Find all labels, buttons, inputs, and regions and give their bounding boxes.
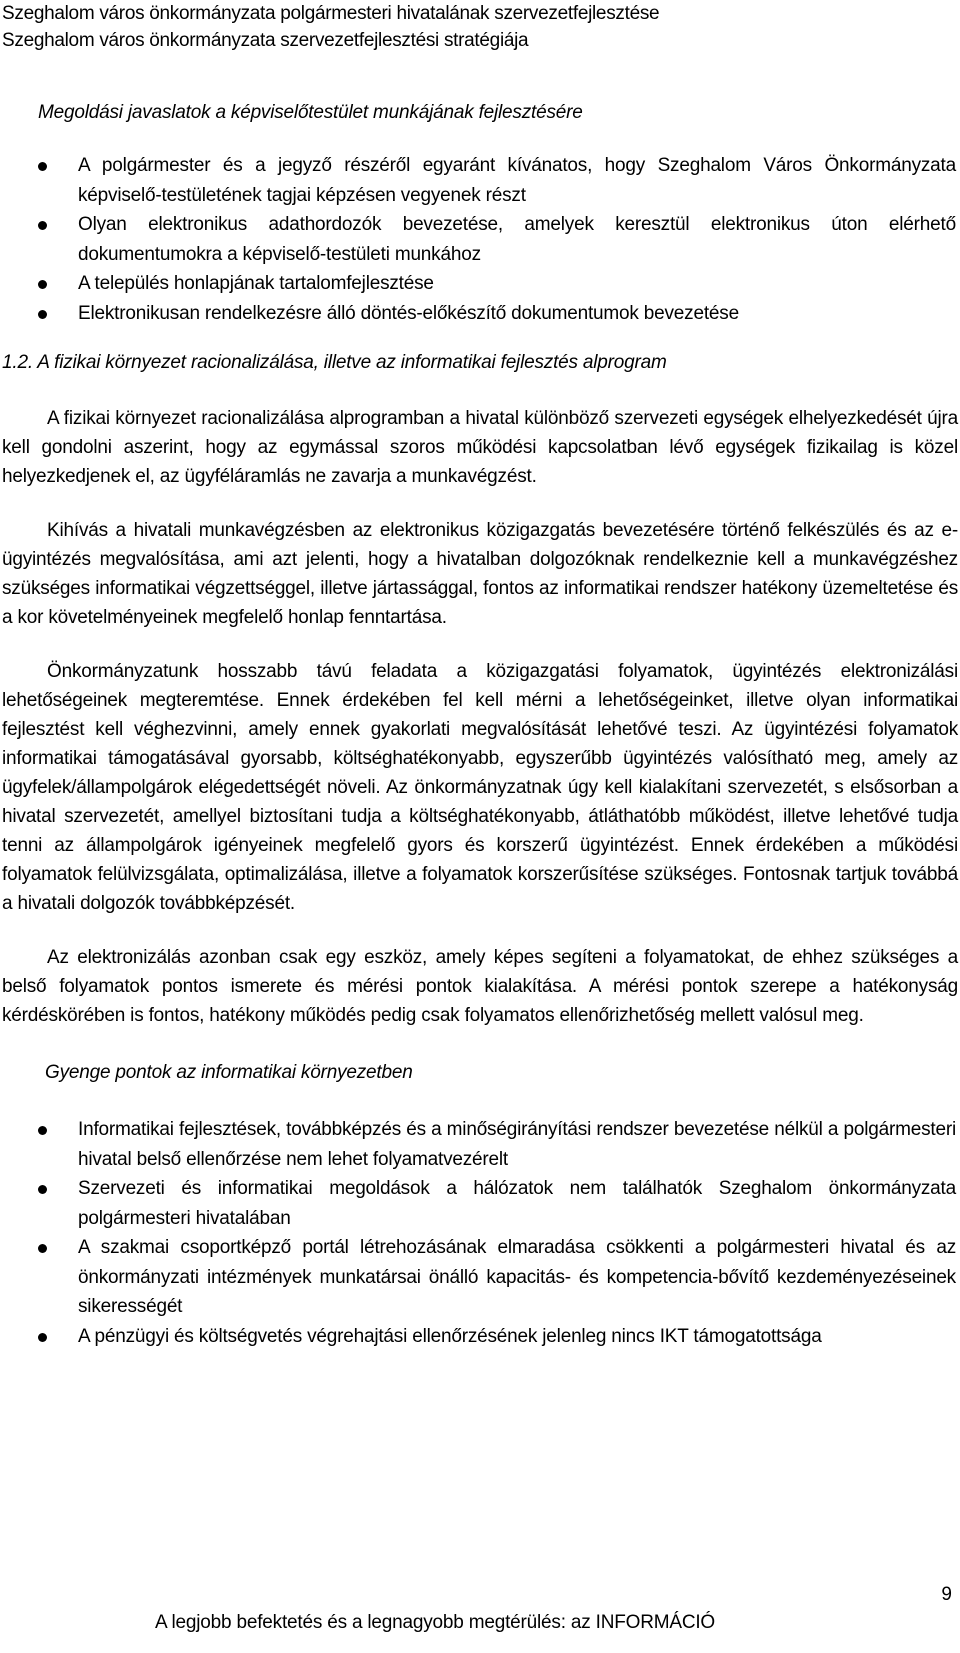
header-line-2: Szeghalom város önkormányzata szervezetfejlesztési stratégiája xyxy=(2,30,529,51)
bullet-icon xyxy=(38,280,47,289)
list-item xyxy=(0,210,960,269)
section-title: 1.2. A fizikai környezet racionalizálása, illetve az informatikai fejlesztés alprogram xyxy=(2,352,667,373)
list-item xyxy=(0,1115,960,1174)
bullet-icon xyxy=(38,162,47,171)
list-item-text: A település honlapjának tartalomfejlesztése xyxy=(78,273,434,294)
list-item xyxy=(0,1174,960,1233)
bullet-icon xyxy=(38,221,47,230)
page-number: 9 xyxy=(941,1584,952,1605)
list-item-text: A szakmai csoportképző portál létrehozásának elmaradása csökkenti a polgármesteri hivatal és az önkormányzati intézmények munkatársai önálló kapacitás- és kompetencia-bővítő kezdeményezéseinek sikerességét xyxy=(78,1237,956,1317)
list-item-text: Szervezeti és informatikai megoldások a hálózatok nem találhatók Szeghalom önkormányzata polgármesteri hivatalában xyxy=(78,1178,956,1229)
bullet-icon xyxy=(38,1185,47,1194)
list-item-text: A pénzügyi és költségvetés végrehajtási ellenőrzésének jelenleg nincs IKT támogatottsága xyxy=(78,1325,822,1347)
bullet-icon xyxy=(38,1244,47,1253)
bullet-icon xyxy=(38,310,47,319)
list-item xyxy=(0,299,960,329)
footer-text: A legjobb befektetés és a legnagyobb megtérülés: az INFORMÁCIÓ xyxy=(155,1612,716,1633)
list-item-text: Informatikai fejlesztések, továbbképzés és a minőségirányítási rendszer bevezetése nélkül a polgármesteri hivatal belső ellenőrzése nem lehet folyamatvezérelt xyxy=(78,1119,956,1170)
list-item-text: A polgármester és a jegyző részéről egyaránt kívánatos, hogy Szeghalom Város Önkormányzata képviselő-testületének tagjai képzésen vegyenek részt xyxy=(78,155,956,206)
header-line-1: Szeghalom város önkormányzata polgármesteri hivatalának szervezetfejlesztése xyxy=(2,3,660,24)
proposals-heading: Megoldási javaslatok a képviselőtestület munkájának fejlesztésére xyxy=(38,102,583,123)
list-item-text: Elektronikusan rendelkezésre álló döntés-előkészítő dokumentumok bevezetése xyxy=(78,302,739,324)
bullet-icon xyxy=(38,1126,47,1135)
weaknesses-list xyxy=(0,1115,960,1351)
bullet-icon xyxy=(38,1333,47,1342)
list-item-text: Olyan elektronikus adathordozók bevezetése, amelyek keresztül elektronikus úton elérhető dokumentumokra a képviselő-testületi munkához xyxy=(78,214,956,265)
page-header xyxy=(2,0,659,54)
list-item xyxy=(0,269,960,299)
list-item xyxy=(0,151,960,210)
paragraph: A fizikai környezet racionalizálása alprogramban a hivatal különböző szervezeti egységek elhelyezkedését újra kell gondolni aszerint, hogy az egymással szoros működési kapcsolatban lévő egységek fizikailag is közel helyezkedjenek el, az ügyféláramlás ne zavarja a munkavégzést. xyxy=(2,408,958,487)
paragraph: Kihívás a hivatali munkavégzésben az elektronikus közigazgatás bevezetésére történő felkészülés és az e-ügyintézés megvalósítása, ami azt jelenti, hogy a hivatalban dolgozóknak rendelkeznie kell a munkavégzéshez szükséges informatikai végzettséggel, illetve jártassággal, fontos az informatikai rendszer hatékony üzemeltetése és a kor követelményeinek megfelelő honlap fenntartása. xyxy=(2,520,958,628)
list-item xyxy=(0,1233,960,1322)
weaknesses-heading: Gyenge pontok az informatikai környezetben xyxy=(45,1062,413,1083)
page-content xyxy=(0,98,960,1351)
paragraph: Önkormányzatunk hosszabb távú feladata a közigazgatási folyamatok, ügyintézés elektronizálási lehetőségeinek megteremtése. Ennek érdekében fel kell mérni a lehetőségeinket, illetve olyan informatikai fejlesztést kell véghezvinni, amely ennek gyakorlati megvalósítását lehetővé teszi. Az ügyintézési folyamatok informatikai támogatásával gyorsabb, költséghatékonyabb, egyszerűbb ügyintézés valósítható meg, amely az ügyfelek/állampolgárok elégedettségét növeli. Az önkormányzatnak úgy kell kialakítani szervezetét, s elsősorban a hivatal szervezetét, amellyel biztosítani tudja a költséghatékonyabb, átláthatóbb működést, illetve lehetővé tudja tenni az állampolgárok igényeinek megfelelő gyors és korszerű ügyintézést. Ennek érdekében a működési folyamatok felülvizsgálata, optimalizálása, illetve a folyamatok korszerűsítése szükséges. Fontosnak tartjuk továbbá a hivatali dolgozók továbbképzését. xyxy=(2,661,958,914)
proposals-list xyxy=(0,151,960,328)
list-item xyxy=(0,1322,960,1352)
paragraph: Az elektronizálás azonban csak egy eszköz, amely képes segíteni a folyamatokat, de ehhez szükséges a belső folyamatok pontos ismerete és mérési pontok kialakítása. A mérési pontok szerepe a hatékonyság kérdéskörében is fontos, hatékony működés pedig csak folyamatos ellenőrizhetőség mellett valósul meg. xyxy=(2,947,958,1026)
